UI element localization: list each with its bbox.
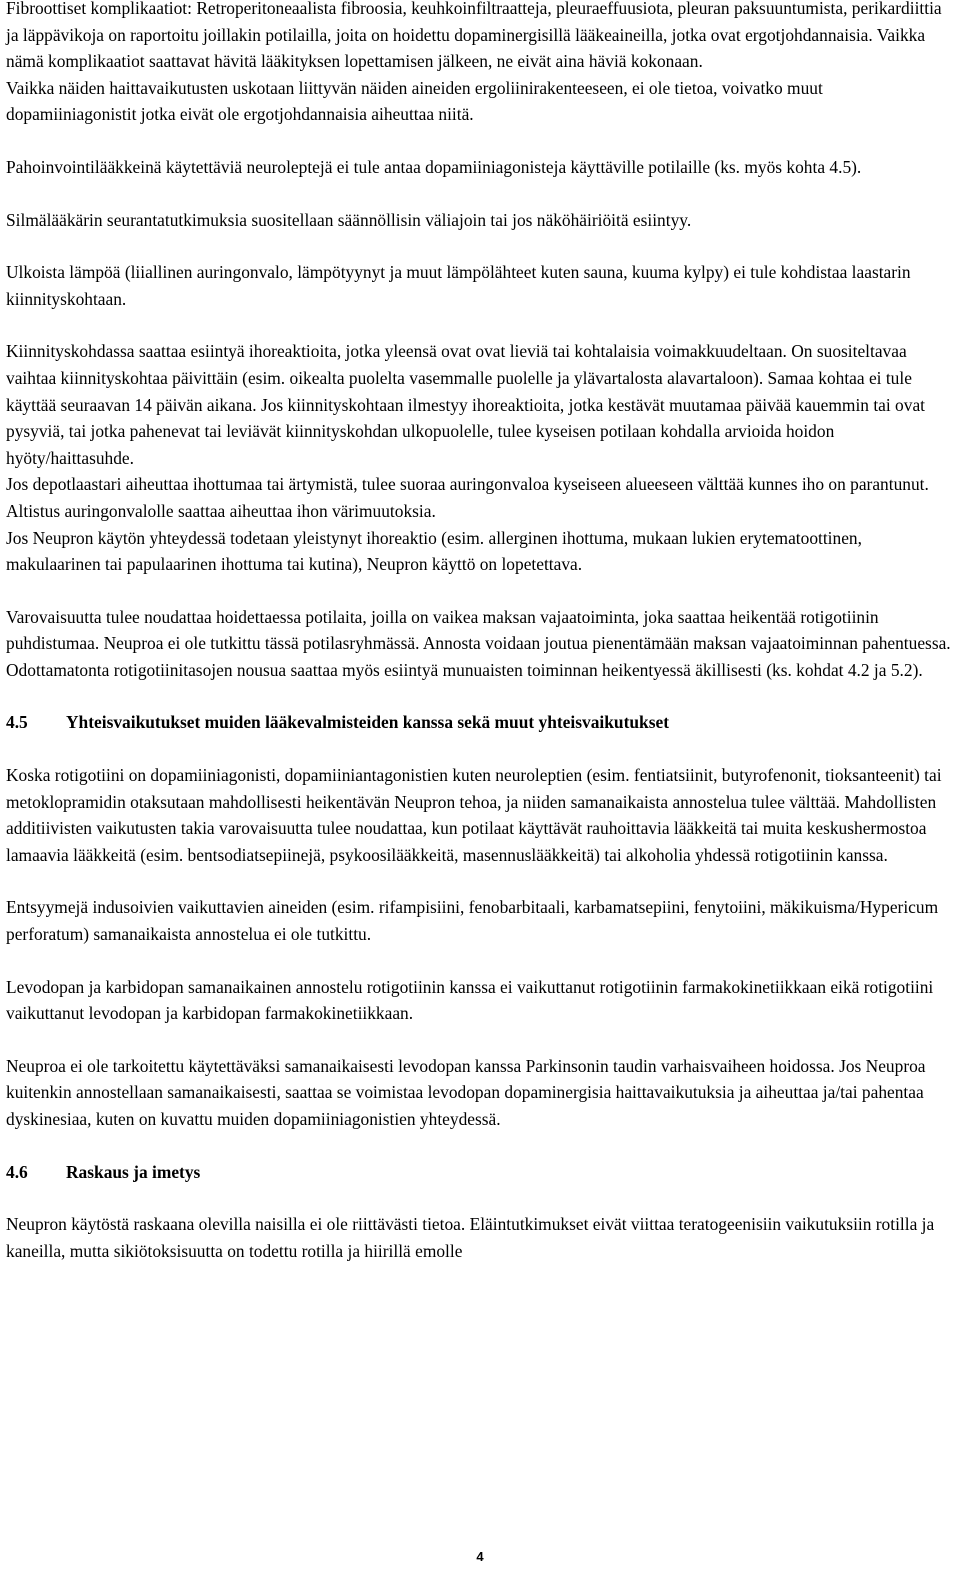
paragraph-generalized-skin-reaction: Jos Neupron käytön yhteydessä todetaan yleistynyt ihoreaktio (esim. allerginen ihottuma, mukaan lukien erytematoottinen, makulaarinen tai papulaarinen ihottuma tai kutina), Neupron käyttö on lopetettava.	[6, 527, 862, 575]
paragraph-levodopa-early-parkinson: Neuproa ei ole tarkoitettu käytettäväksi samanaikaisesti levodopan kanssa Parkinsonin taudin varhaisvaiheen hoidossa. Jos Neuproa kuitenkin annostellaan samanaikaisesti, saattaa se voimistaa levodopan dopaminergisia haittavaikutuksia ja aiheuttaa ja/tai pahentaa dyskinesiaa, kuten on kuvattu muiden dopamiiniagonistien yhteydessä.	[6, 1055, 926, 1129]
section-heading-4-5	[6, 709, 956, 736]
paragraph-ergoline-structure: Vaikka näiden haittavaikutusten uskotaan liittyvän näiden aineiden ergoliinirakenteeseen, ei ole tietoa, voivatko muut dopamiiniagonistit jotka eivät ole ergotjohdannaisia aiheuttaa niitä.	[6, 77, 823, 125]
section-number: 4.5	[6, 712, 28, 733]
section-number: 4.6	[6, 1161, 28, 1182]
paragraph-ophthalmologic-monitoring: Silmälääkärin seurantatutkimuksia suositellaan säännöllisin väliajoin tai jos näköhäiriöitä esiintyy.	[6, 209, 692, 230]
section-heading-4-6	[6, 1159, 956, 1186]
page-number: 4	[476, 1549, 484, 1564]
section-title: Raskaus ja imetys	[66, 1161, 201, 1182]
paragraph-dopamine-antagonists: Koska rotigotiini on dopamiiniagonisti, dopamiiniantagonistien kuten neuroleptien (esim. fentiatsiinit, butyrofenonit, tioksanteenit) tai metoklopramidin otaksutaan mahdollisesti heikentävän Neupron tehoa, ja niiden samanaikaista annostelua tulee välttää. Mahdollisten additiivisten vaikutusten takia varovaisuutta tulee noudattaa, kun potilaat käyttävät rauhoittavia lääkkeitä tai muita keskushermostoa lamaavia lääkkeitä (esim. bentsodiatsepiinejä, psykoosilääkkeitä, masennuslääkkeitä) tai alkoholia yhdessä rotigotiinin kanssa.	[6, 765, 942, 865]
paragraph-application-site-reactions: Kiinnityskohdassa saattaa esiintyä ihoreaktioita, jotka yleensä ovat ovat lieviä tai kohtalaisia voimakkuudeltaan. On suositeltavaa vaihtaa kiinnityskohtaa päivittäin (esim. oikealta puolelta vasemmalle puolelle ja ylävartalosta alavartaloon). Samaa kohtaa ei tule käyttää seuraavan 14 päivän aikana. Jos kiinnityskohtaan ilmestyy ihoreaktioita, jotka kestävät muutamaa päivää kauemmin tai ovat pysyviä, tai jotka pahenevat tai leviävät kiinnityskohdan ulkopuolelle, tulee kyseisen potilaan kohdalla arvioida hoidon hyöty/haittasuhde.	[6, 341, 926, 468]
paragraph-antiemetic-neuroleptics: Pahoinvointilääkkeinä käytettäviä neuroleptejä ei tule antaa dopamiiniagonisteja käyttäville potilaille (ks. myös kohta 4.5).	[6, 156, 862, 177]
paragraph-fibrotic-complications: Fibroottiset komplikaatiot: Retroperitoneaalista fibroosia, keuhkoinfiltraatteja, pleuraeffuusiota, pleuran paksuuntumista, perikardiittia ja läppävikoja on raportoitu joillakin potilailla, joita on hoidettu dopaminergisillä lääkeaineilla, jotka ovat ergotjohdannaisia. Vaikka nämä komplikaatiot saattavat hävitä lääkityksen lopettamisen jälkeen, ne eivät aina häviä kokonaan.	[6, 0, 942, 72]
document-page	[6, 0, 956, 1264]
section-title: Yhteisvaikutukset muiden lääkevalmisteiden kanssa sekä muut yhteisvaikutukset	[66, 712, 669, 733]
paragraph-external-heat: Ulkoista lämpöä (liiallinen auringonvalo, lämpötyynyt ja muut lämpölähteet kuten sauna, kuuma kylpy) ei tule kohdistaa laastarin kiinnityskohtaan.	[6, 262, 911, 309]
paragraph-hepatic-impairment: Varovaisuutta tulee noudattaa hoidettaessa potilaita, joilla on vaikea maksan vajaatoiminta, joka saattaa heikentää rotigotiinin puhdistumaa. Neuproa ei ole tutkittu tässä potilasryhmässä. Annosta voidaan joutua pienentämään maksan vajaatoiminnan pahentuessa. Odottamatonta rotigotiinitasojen nousua saattaa myös esiintyä munuaisten toiminnan heikentyessä äkillisesti (ks. kohdat 4.2 ja 5.2).	[6, 606, 951, 680]
paragraph-levodopa-carbidopa: Levodopan ja karbidopan samanaikainen annostelu rotigotiinin kanssa ei vaikuttanut rotigotiinin farmakokinetiikkaan eikä rotigotiini vaikuttanut levodopan ja karbidopan farmakokinetiikkaan.	[6, 976, 934, 1024]
paragraph-sunlight-exposure: Jos depotlaastari aiheuttaa ihottumaa tai ärtymistä, tulee suoraa auringonvaloa kyseiseen alueeseen välttää kunnes iho on parantunut. Altistus auringonvalolle saattaa aiheuttaa ihon värimuutoksia.	[6, 474, 929, 521]
paragraph-enzyme-inducers: Entsyymejä indusoivien vaikuttavien aineiden (esim. rifampisiini, fenobarbitaali, karbamatsepiini, fenytoiini, mäkikuisma/Hypericum perforatum) samanaikaista annostelua ei ole tutkittu.	[6, 897, 939, 945]
paragraph-pregnancy: Neupron käytöstä raskaana olevilla naisilla ei ole riittävästi tietoa. Eläintutkimukset eivät viittaa teratogeenisiin vaikutuksiin rotilla ja kaneilla, mutta sikiötoksisuutta on todettu rotilla ja hiirillä emolle	[6, 1214, 935, 1261]
